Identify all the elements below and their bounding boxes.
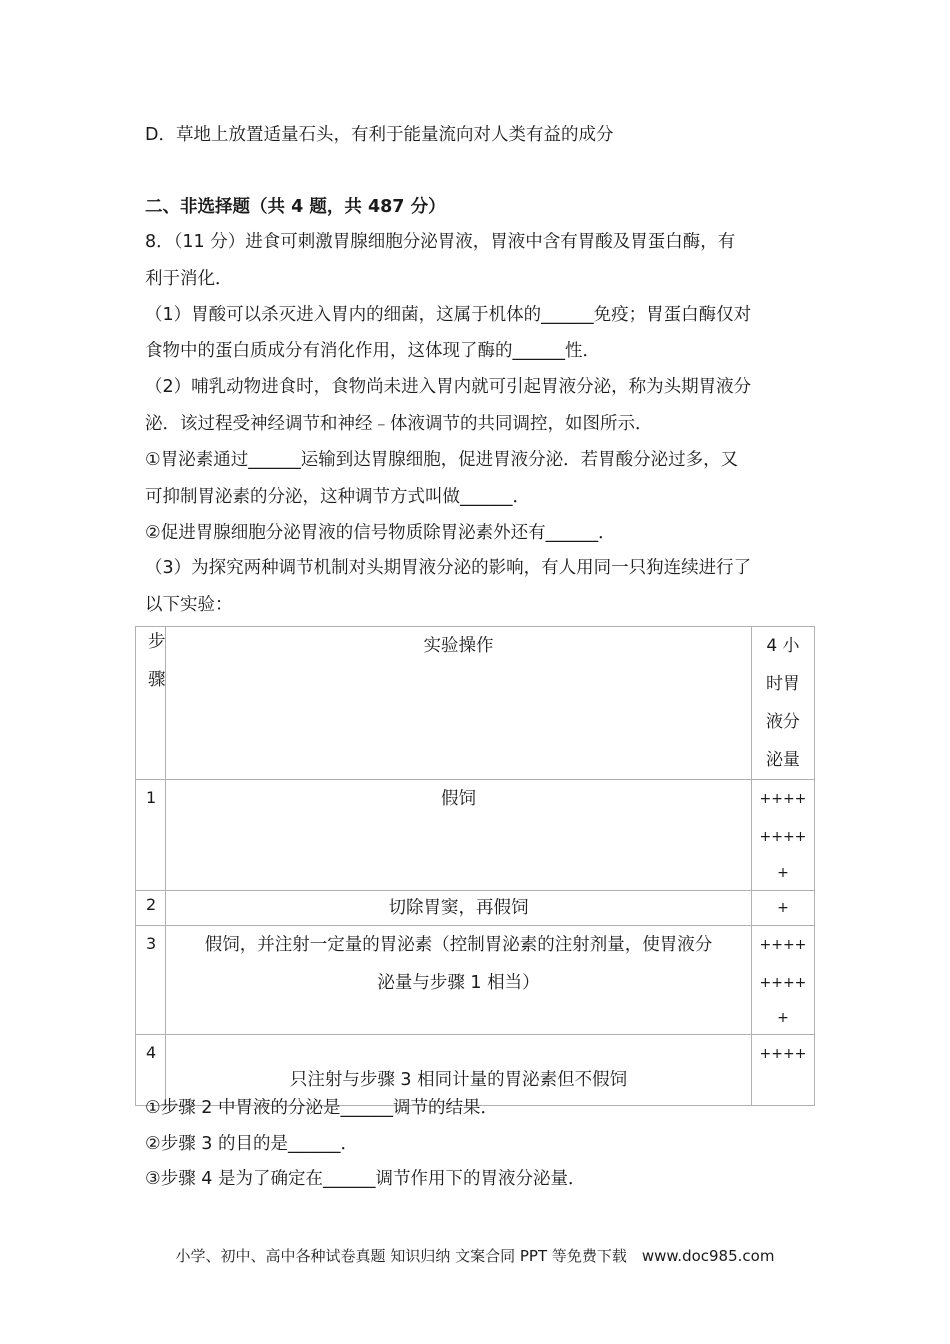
op-cell	[166, 780, 752, 891]
amount-l1: ++++	[759, 937, 807, 953]
amount-l3: +	[777, 865, 789, 881]
table-row	[136, 891, 815, 926]
op-cell	[166, 891, 752, 926]
section-heading: 二、非选择题（共 4 题，共 487 分）	[145, 197, 446, 217]
amount-cell	[751, 891, 814, 926]
step-cell	[136, 1035, 166, 1106]
amount-cell	[751, 780, 814, 891]
table-row	[136, 780, 815, 891]
header-step-char2: 骤	[148, 670, 166, 690]
part2-sub2: ②促进胃腺细胞分泌胃液的信号物质除胃泌素外还有______．	[145, 523, 616, 543]
amount-l1: ++++	[759, 1046, 807, 1062]
header-amount-l1: 4 小	[766, 636, 800, 656]
amount-l2: ++++	[759, 975, 807, 991]
amount-l3: +	[777, 1010, 789, 1026]
part2-sub1-line1: ①胃泌素通过______运输到达胃腺细胞，促进胃液分泌．若胃酸分泌过多，又	[145, 450, 739, 470]
part2-line1: （2）哺乳动物进食时，食物尚未进入胃内就可引起胃液分泌，称为头期胃液分	[145, 377, 752, 397]
table-row	[136, 1035, 815, 1106]
step-cell	[136, 780, 166, 891]
op-text: 假饲	[440, 789, 476, 809]
header-step-cell	[136, 627, 166, 780]
step-number: 1	[146, 788, 157, 807]
op-text: 只注射与步骤 3 相同计量的胃泌素但不假饲	[289, 1070, 628, 1090]
experiment-table	[135, 626, 815, 1106]
part1-line1: （1）胃酸可以杀灭进入胃内的细菌，这属于机体的______免疫；胃蛋白酶仅对	[145, 305, 752, 325]
op-text-l2: 泌量与步骤 1 相当）	[377, 973, 540, 993]
header-amount-l3: 液分	[765, 712, 800, 732]
part3-sub2: ②步骤 3 的目的是______．	[145, 1134, 358, 1154]
header-op: 实验操作	[423, 636, 494, 656]
step-number: 3	[146, 934, 157, 953]
amount-cell	[751, 926, 814, 1035]
header-op-cell	[166, 627, 752, 780]
part3-line1: （3）为探究两种调节机制对头期胃液分泌的影响，有人用同一只狗连续进行了	[145, 558, 752, 578]
step-cell	[136, 891, 166, 926]
table-header-row	[136, 627, 815, 780]
header-amount-l2: 时胃	[765, 674, 800, 694]
header-step-char1: 步	[148, 632, 166, 652]
question-8-stem-line1: 8．（11 分）进食可刺激胃腺细胞分泌胃液，胃液中含有胃酸及胃蛋白酶，有	[145, 232, 736, 252]
table-row	[136, 926, 815, 1035]
step-number: 4	[146, 1043, 157, 1062]
op-cell	[166, 1035, 752, 1106]
part2-sub1-line2: 可抑制胃泌素的分泌，这种调节方式叫做______．	[145, 487, 530, 507]
part1-line2: 食物中的蛋白质成分有消化作用，这体现了酶的______性．	[145, 341, 600, 361]
part3-sub3: ③步骤 4 是为了确定在______调节作用下的胃液分泌量．	[145, 1169, 586, 1189]
part3-line2: 以下实验：	[145, 595, 233, 615]
op-text-l1: 假饲，并注射一定量的胃泌素（控制胃泌素的注射剂量，使胃液分	[204, 935, 713, 955]
header-amount-l4: 泌量	[765, 750, 800, 770]
amount-l1: +	[777, 900, 789, 916]
page-footer: 小学、初中、高中各种试卷真题 知识归纳 文案合同 PPT 等免费下载 www.doc985.com	[175, 1247, 775, 1265]
part3-sub1: ①步骤 2 中胃液的分泌是______调节的结果．	[145, 1098, 498, 1118]
step-cell	[136, 926, 166, 1035]
amount-cell	[751, 1035, 814, 1106]
amount-l2: ++++	[759, 829, 807, 845]
question-8-stem-line2: 利于消化．	[145, 269, 233, 289]
op-text: 切除胃窦，再假饲	[388, 898, 529, 918]
header-amount-cell	[751, 627, 814, 780]
op-cell	[166, 926, 752, 1035]
part2-line2: 泌．该过程受神经调节和神经﹣体液调节的共同调控，如图所示．	[145, 414, 653, 434]
option-d: D．草地上放置适量石头，有利于能量流向对人类有益的成分	[145, 125, 614, 145]
step-number: 2	[146, 895, 157, 914]
amount-l1: ++++	[759, 791, 807, 807]
